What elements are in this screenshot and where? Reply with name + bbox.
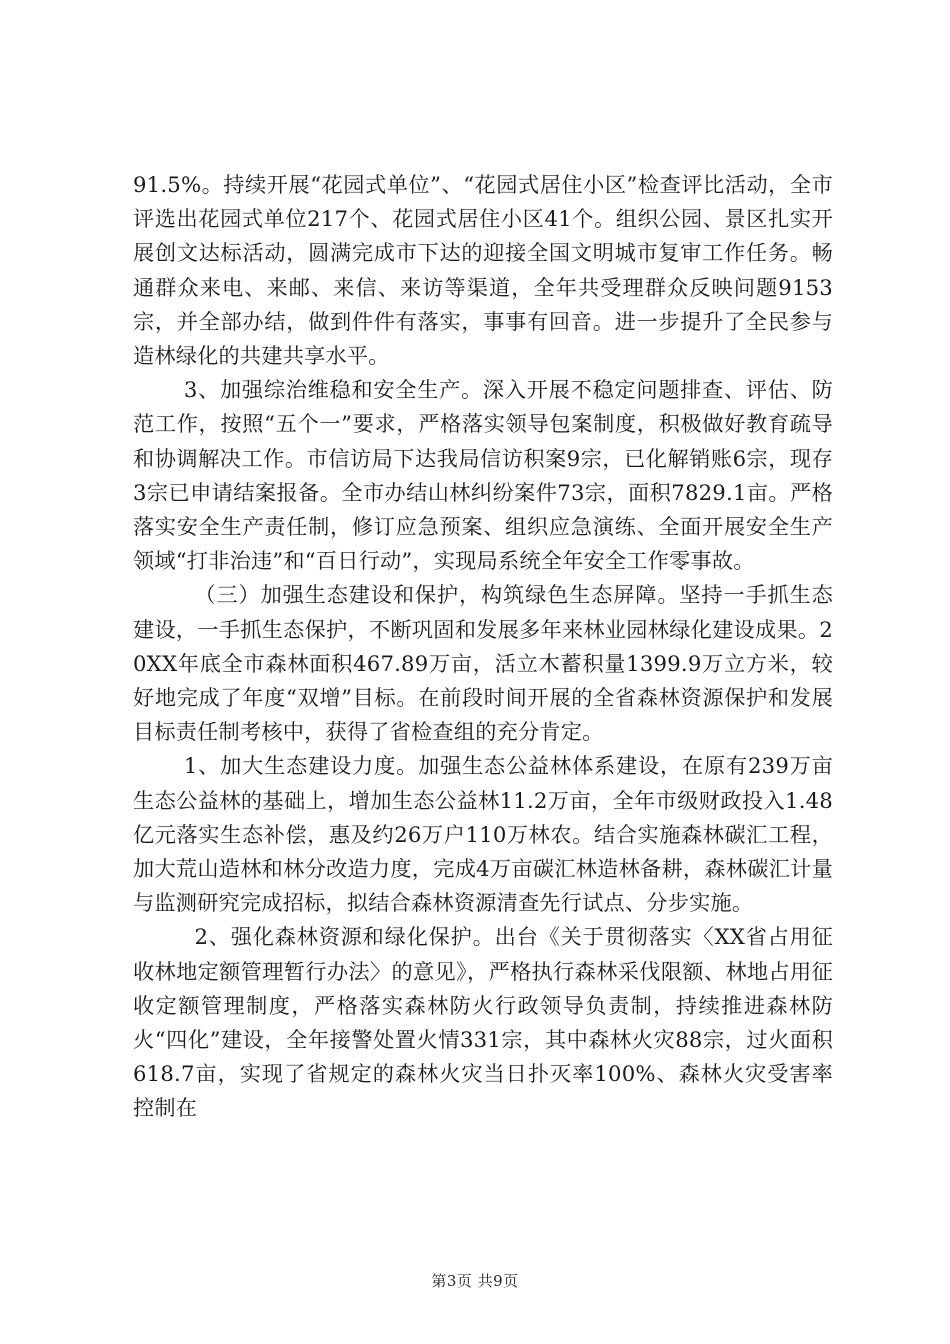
paragraph-4: 1、加大生态建设力度。加强生态公益林体系建设，在原有239万亩生态公益林的基础上，增加生态公益林11.2万亩，全年市级财政投入1.48亿元落实生态补偿，惠及约26万户110万林农。结合实施森林碳汇工程，加大荒山造林和林分改造力度，完成4万亩碳汇林造林备耕，森林碳汇计量与监测研究完成招标，拟结合森林资源清查先行试点、分步实施。 — [133, 753, 833, 916]
page-number-footer: 第3页 共9页 — [431, 1272, 519, 1290]
document-body — [133, 168, 833, 1126]
paragraph-5: 2、强化森林资源和绿化保护。出台《关于贯彻落实〈XX省占用征收林地定额管理暂行办法〉的意见》，严格执行森林采伐限额、林地占用征收定额管理制度，严格落实森林防火行政领导负责制，持续推进森林防火“四化”建设，全年接警处置火情331宗，其中森林火灾88宗，过火面积618.7亩，实现了省规定的森林火灾当日扑灭率100%、森林火灾受害率控制在 — [133, 924, 833, 1121]
paragraph-2: 3、加强综治维稳和安全生产。深入开展不稳定问题排查、评估、防范工作，按照“五个一”要求，严格落实领导包案制度，积极做好教育疏导和协调解决工作。市信访局下达我局信访积案9宗，已化解销账6宗，现存3宗已申请结案报备。全市办结山林纠纷案件73宗，面积7829.1亩。严格落实安全生产责任制，修订应急预案、组织应急演练、全面开展安全生产领域“打非治违”和“百日行动”，实现局系统全年安全工作零事故。 — [133, 377, 833, 574]
paragraph-3: （三）加强生态建设和保护，构筑绿色生态屏障。坚持一手抓生态建设，一手抓生态保护，不断巩固和发展多年来林业园林绿化建设成果。20XX年底全市森林面积467.89万亩，活立木蓄积量1399.9万立方米，较好地完成了年度“双增”目标。在前段时间开展的全省森林资源保护和发展目标责任制考核中，获得了省检查组的充分肯定。 — [133, 582, 833, 745]
paragraph-1: 91.5%。持续开展“花园式单位”、“花园式居住小区”检查评比活动，全市评选出花园式单位217个、花园式居住小区41个。组织公园、景区扎实开展创文达标活动，圆满完成市下达的迎接全国文明城市复审工作任务。畅通群众来电、来邮、来信、来访等渠道，全年共受理群众反映问题9153宗，并全部办结，做到件件有落实，事事有回音。进一步提升了全民参与造林绿化的共建共享水平。 — [133, 172, 833, 369]
